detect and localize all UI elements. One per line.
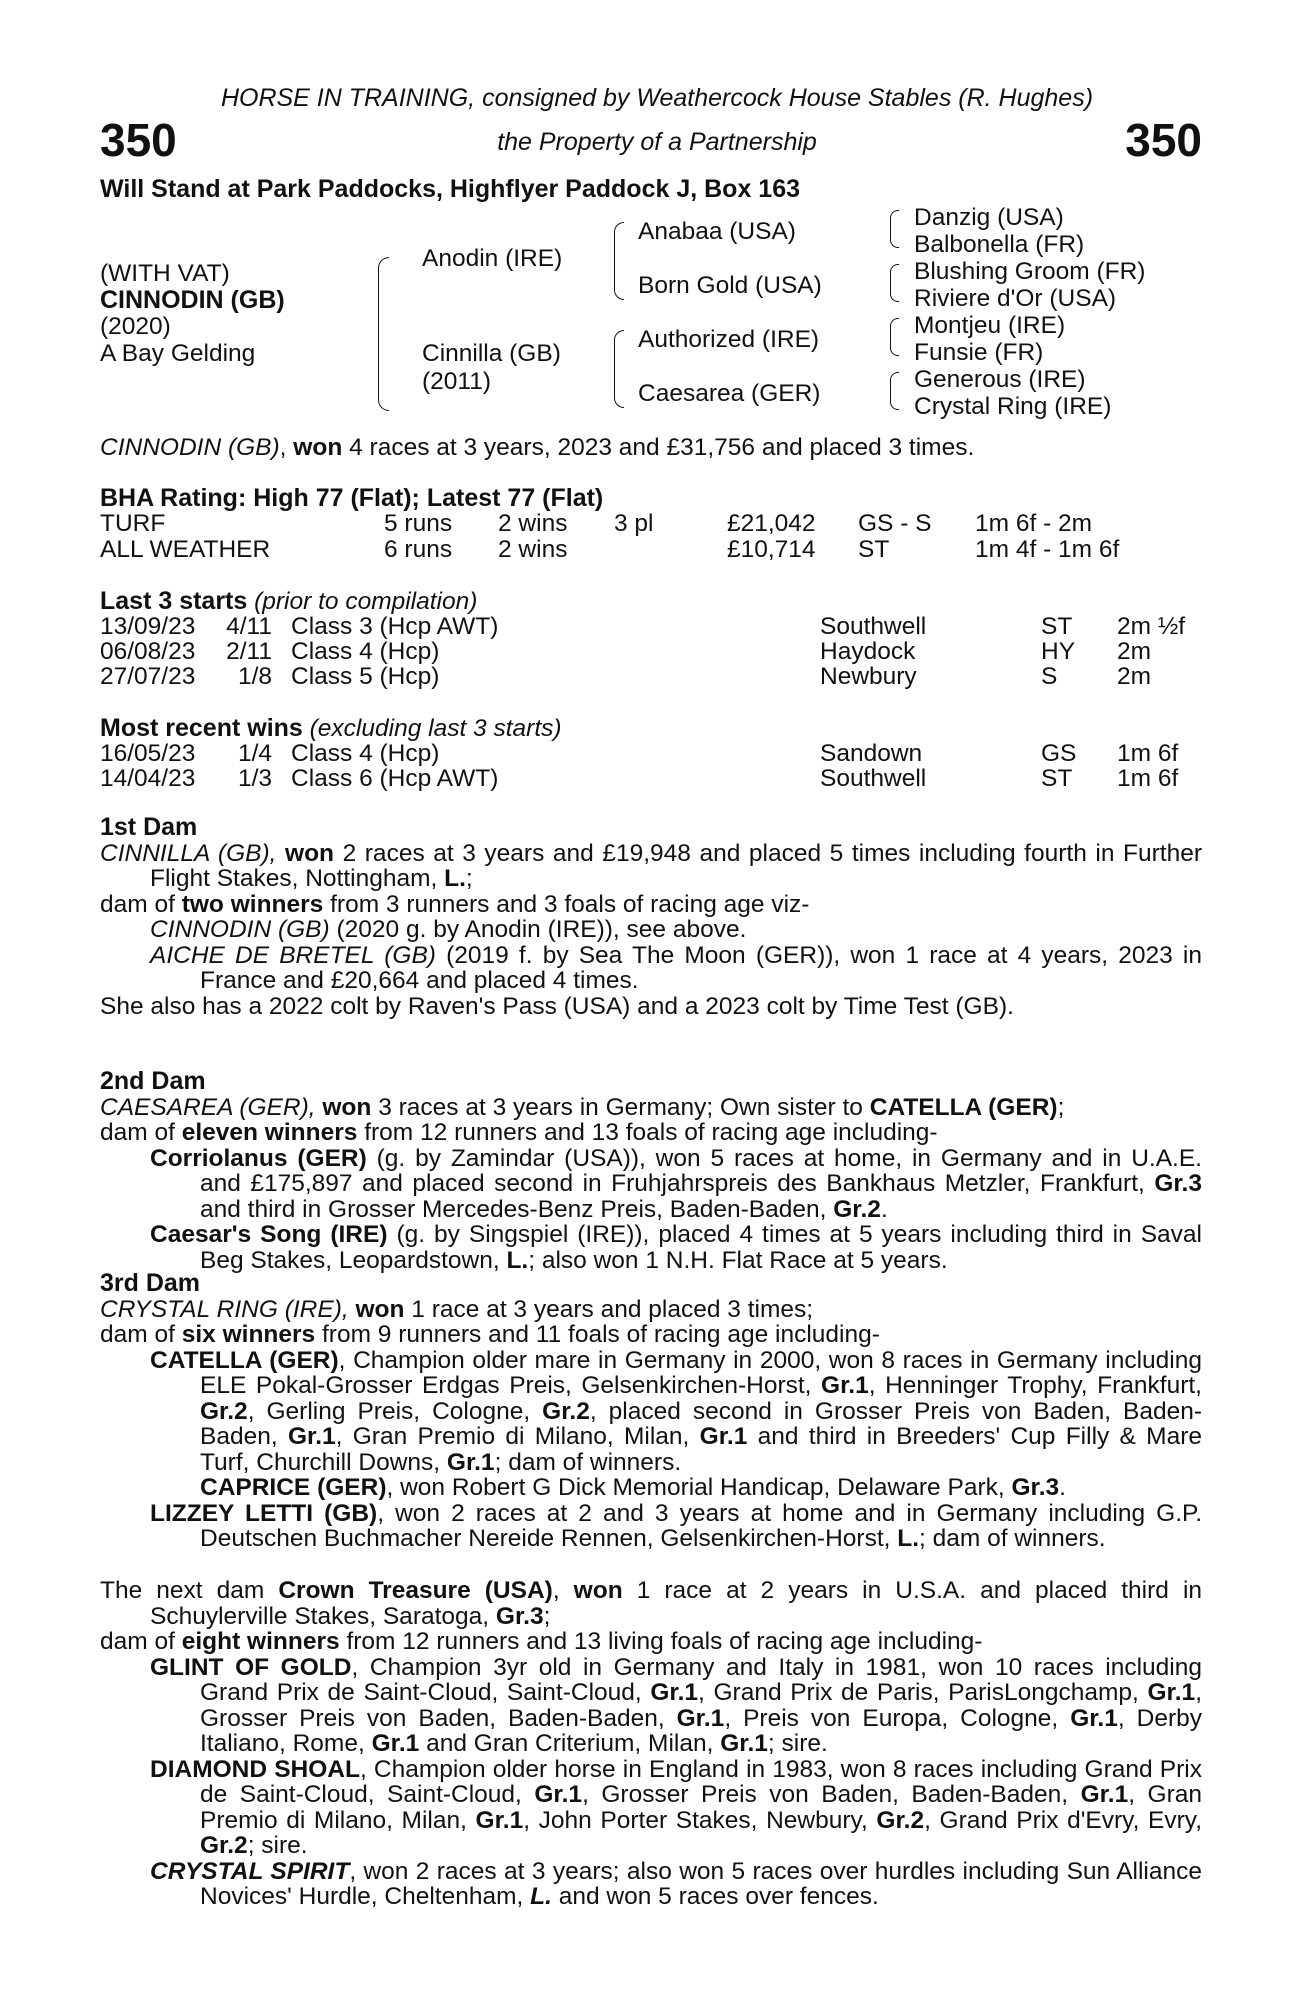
recent-position: 1/4 — [237, 740, 272, 767]
next-dam-damof: dam of — [100, 1628, 175, 1655]
first-dam-heading: 1st Dam — [100, 813, 198, 841]
recent-distance: 1m 6f — [1117, 765, 1179, 792]
second-dam-winners: eleven winners — [181, 1119, 358, 1146]
progeny-text: , Champion 3yr old in Germany and Italy in 1981, won 10 races including Grand Prix de Saint-Cloud, Saint-Cloud, — [200, 1653, 1202, 1706]
rating-wins: 2 wins — [498, 510, 568, 537]
next-dam-tail: ; — [543, 1602, 551, 1630]
rating-placed: 3 pl — [614, 510, 654, 537]
progeny-grade: Gr.1 — [371, 1730, 420, 1757]
progeny-text: (g. by Zamindar (USA)), won 5 races at home, in Germany and in U.A.E. and £175,897 and placed second in Fruhjahrspreis des Bankhaus Metzler, Frankfurt, — [200, 1144, 1202, 1197]
sire-sire: Anabaa (USA) — [638, 218, 796, 245]
progeny-text: , placed second in Grosser Preis von Baden, Baden-Baden, — [200, 1397, 1202, 1450]
sd-sire: Blushing Groom (FR) — [914, 258, 1146, 285]
progeny-grade: Gr.3 — [1154, 1170, 1202, 1197]
rating-distance: 1m 4f - 1m 6f — [975, 536, 1120, 563]
first-dam-progeny-1 — [100, 917, 1202, 943]
dam: Cinnilla (GB) — [422, 340, 561, 367]
first-dam-tail: ; — [465, 865, 473, 892]
progeny-grade: Gr.1 — [720, 1730, 768, 1757]
first-dam-winners: two winners — [181, 890, 324, 918]
next-dam-text: 1 race at 2 years in U.S.A. and placed third in Schuylerville Stakes, Saratoga, — [150, 1577, 1203, 1630]
first-dam-also: She also has a 2022 colt by Raven's Pass (USA) and a 2023 colt by Time Test (GB). — [100, 992, 1014, 1020]
progeny-text: . — [880, 1195, 888, 1223]
pedigree-brace-sire — [614, 222, 624, 300]
rating-money: £21,042 — [727, 510, 816, 537]
second-dam-progeny-2 — [100, 1222, 1202, 1273]
progeny-text: , Grosser Preis von Baden, Baden-Baden, — [582, 1781, 1069, 1808]
next-dam-intro: The next dam — [100, 1577, 265, 1604]
last3-position: 4/11 — [226, 613, 272, 640]
dam-year: (2011) — [422, 368, 492, 395]
rating-heading: BHA Rating: High 77 (Flat); Latest 77 (Flat) — [100, 484, 604, 512]
rating-money: £10,714 — [727, 536, 816, 563]
last3-course: Newbury — [820, 663, 917, 690]
sire-dam: Born Gold (USA) — [638, 272, 822, 299]
recent-going: ST — [1041, 765, 1073, 792]
progeny-text: , Henninger Trophy, Frankfurt, — [868, 1372, 1202, 1399]
rating-runs: 6 runs — [384, 536, 453, 563]
second-dam-progeny-1 — [100, 1146, 1202, 1223]
second-dam-text: 3 races at 3 years in Germany; Own sister to — [378, 1093, 863, 1121]
progeny-text: , Grand Prix de Paris, ParisLongchamp, — [698, 1679, 1139, 1706]
progeny-text: , Gran Premio di Milano, Milan, — [200, 1781, 1203, 1834]
progeny-name: CAPRICE (GER) — [200, 1474, 387, 1501]
progeny-text: ; sire. — [247, 1832, 308, 1859]
recent-heading — [100, 716, 562, 742]
last3-going: S — [1041, 663, 1058, 690]
summary-won: won — [293, 434, 343, 461]
last3-date: 06/08/23 — [100, 638, 196, 665]
dd-sire: Generous (IRE) — [914, 366, 1086, 393]
progeny-text: and Gran Criterium, Milan, — [426, 1730, 714, 1757]
dam-sire: Authorized (IRE) — [638, 326, 820, 353]
first-dam-section — [100, 815, 1202, 1019]
third-dam-record — [100, 1297, 1202, 1323]
last3-class: Class 3 (Hcp AWT) — [291, 613, 499, 640]
recent-date: 16/05/23 — [100, 740, 196, 767]
stand-location: Will Stand at Park Paddocks, Highflyer Paddock J, Box 163 — [100, 175, 800, 203]
brace-g3-3 — [890, 318, 899, 356]
last3-date: 13/09/23 — [100, 613, 196, 640]
second-dam-heading: 2nd Dam — [100, 1067, 206, 1095]
first-dam-progeny-2 — [100, 943, 1202, 994]
ds-dam: Funsie (FR) — [914, 339, 1044, 366]
progeny-text: , Grand Prix d'Evry, Evry, — [924, 1806, 1203, 1834]
progeny-text: , Gran Premio di Milano, Milan, — [335, 1423, 690, 1450]
first-dam-record — [100, 841, 1202, 892]
recent-position: 1/3 — [237, 765, 272, 792]
second-dam-tail: ; — [1057, 1093, 1065, 1121]
third-dam-text: 1 race at 3 years and placed 3 times; — [411, 1295, 814, 1323]
next-dam-progeny-3 — [100, 1859, 1202, 1910]
progeny-text: (g. by Singspiel (IRE)), placed 4 times at 5 years including third in Saval Beg Stakes, Leopardstown, — [200, 1221, 1202, 1274]
horse-year: (2020) — [100, 313, 171, 340]
lot-number-right: 350 — [1125, 114, 1202, 166]
third-dam-winners: six winners — [181, 1321, 316, 1348]
first-dam-grade: L. — [444, 865, 466, 892]
third-dam-progeny-2 — [100, 1501, 1202, 1552]
third-dam-text2: from 9 runners and 11 foals of racing age including- — [321, 1321, 880, 1348]
sire: Anodin (IRE) — [422, 245, 563, 272]
third-dam-progeny-1-sub — [100, 1475, 1202, 1501]
rating-wins: 2 wins — [498, 536, 568, 563]
last3-distance: 2m — [1117, 638, 1152, 665]
recent-course: Sandown — [820, 740, 923, 767]
ss-dam: Balbonella (FR) — [914, 231, 1085, 258]
progeny-text: ; sire. — [767, 1730, 828, 1757]
third-dam-section — [100, 1271, 1202, 1552]
summary-horse-name: CINNODIN (GB) — [100, 434, 280, 461]
progeny-text: ; dam of winners. — [494, 1448, 682, 1476]
progeny-name: CINNODIN (GB) — [150, 916, 330, 943]
progeny-grade: Gr.1 — [534, 1781, 583, 1808]
last3-title: Last 3 starts — [100, 587, 248, 615]
progeny-text: (2020 g. by Anodin (IRE)), see above. — [336, 916, 747, 943]
brace-g3-1 — [890, 210, 899, 248]
summary-text: 4 races at 3 years, 2023 and £31,756 and placed 3 times. — [349, 434, 975, 461]
progeny-name: CATELLA (GER) — [150, 1346, 339, 1374]
last3-position: 2/11 — [226, 638, 272, 665]
recent-class: Class 4 (Hcp) — [291, 740, 440, 767]
progeny-text: and third in Grosser Mercedes-Benz Preis, Baden-Baden, — [200, 1195, 827, 1223]
progeny-grade: Gr.1 — [446, 1448, 495, 1476]
last3-course: Haydock — [820, 638, 916, 665]
next-dam-grade: Gr.3 — [495, 1602, 544, 1630]
progeny-text: , Grosser Preis von Baden, Baden-Baden, — [200, 1679, 1202, 1732]
recent-title: Most recent wins — [100, 714, 303, 742]
next-dam-won: won — [573, 1577, 623, 1604]
pedigree-brace-main — [378, 257, 389, 411]
progeny-grade: Gr.1 — [475, 1806, 524, 1834]
rating-surface: TURF — [100, 510, 166, 537]
recent-subtitle: (excluding last 3 starts) — [309, 715, 562, 742]
third-dam-name: CRYSTAL RING (IRE), — [100, 1295, 349, 1323]
progeny-text: , Champion older horse in England in 1983, won 8 races including Grand Prix de Saint-Cloud, Saint-Cloud, — [200, 1755, 1202, 1808]
second-dam-text2: from 12 runners and 13 foals of racing age including- — [364, 1119, 938, 1146]
progeny-name: AICHE DE BRETEL (GB) — [150, 941, 436, 969]
brace-g3-4 — [890, 372, 899, 410]
rating-going: GS - S — [858, 510, 932, 537]
last3-heading — [100, 589, 477, 615]
next-dam-progeny-1 — [100, 1655, 1202, 1757]
progeny-grade: Gr.2 — [200, 1397, 248, 1425]
recent-class: Class 6 (Hcp AWT) — [291, 765, 499, 792]
ds-sire: Montjeu (IRE) — [914, 312, 1066, 339]
vat-note: (WITH VAT) — [100, 260, 230, 287]
last3-class: Class 4 (Hcp) — [291, 638, 440, 665]
third-dam-damof: dam of — [100, 1321, 175, 1348]
third-dam-heading: 3rd Dam — [100, 1269, 201, 1297]
progeny-name: Corriolanus (GER) — [150, 1144, 367, 1172]
progeny-grade: Gr.2 — [876, 1806, 925, 1834]
progeny-text: , Derby Italiano, Rome, — [200, 1704, 1203, 1757]
last3-position: 1/8 — [237, 663, 272, 690]
last3-distance: 2m — [1117, 663, 1152, 690]
first-dam-damof: dam of — [100, 890, 175, 918]
next-dam-produce — [100, 1629, 1202, 1655]
dd-dam: Crystal Ring (IRE) — [914, 393, 1112, 420]
progeny-text: , Gerling Preis, Cologne, — [247, 1397, 531, 1425]
progeny-grade: Gr.3 — [1011, 1474, 1060, 1501]
second-dam-sister: CATELLA (GER) — [869, 1093, 1058, 1121]
recent-distance: 1m 6f — [1117, 740, 1179, 767]
ss-sire: Danzig (USA) — [914, 204, 1064, 231]
third-dam-won: won — [355, 1295, 405, 1323]
first-dam-name: CINNILLA (GB), — [100, 839, 277, 867]
progeny-grade: Gr.1 — [1147, 1679, 1196, 1706]
next-dam-progeny-2 — [100, 1757, 1202, 1859]
progeny-grade: L. — [506, 1246, 529, 1274]
brace-g3-2 — [890, 264, 899, 302]
progeny-name: LIZZEY LETTI (GB) — [150, 1499, 378, 1527]
progeny-text: and won 5 races over fences. — [558, 1883, 879, 1910]
recent-course: Southwell — [820, 765, 927, 792]
next-dam-comma: , — [552, 1577, 560, 1604]
rating-runs: 5 runs — [384, 510, 453, 537]
rating-distance: 1m 6f - 2m — [975, 510, 1093, 537]
next-dam-winners: eight winners — [181, 1628, 340, 1655]
progeny-grade: Gr.1 — [699, 1423, 748, 1450]
sd-dam: Riviere d'Or (USA) — [914, 285, 1117, 312]
progeny-name: CRYSTAL SPIRIT — [150, 1857, 350, 1885]
recent-date: 14/04/23 — [100, 765, 196, 792]
progeny-text: , Preis von Europa, Cologne, — [724, 1704, 1059, 1732]
progeny-grade: L. — [897, 1525, 920, 1552]
last3-subtitle: (prior to compilation) — [254, 588, 478, 615]
progeny-grade: Gr.1 — [1070, 1704, 1118, 1732]
progeny-text: (2019 f. by Sea The Moon (GER)), won 1 race at 4 years, 2023 in France and £20,664 and placed 4 times. — [200, 941, 1202, 994]
last3-going: HY — [1041, 638, 1076, 665]
third-dam-produce — [100, 1322, 1202, 1348]
progeny-text: , won Robert G Dick Memorial Handicap, Delaware Park, — [386, 1474, 1005, 1501]
rating-surface: ALL WEATHER — [100, 536, 271, 563]
pedigree-brace-dam — [614, 330, 624, 408]
last3-date: 27/07/23 — [100, 663, 196, 690]
first-dam-produce — [100, 892, 1202, 918]
second-dam-produce — [100, 1120, 1202, 1146]
rating-going: ST — [858, 536, 890, 563]
progeny-grade: Gr.1 — [287, 1423, 336, 1450]
dam-dam: Caesarea (GER) — [638, 380, 821, 407]
progeny-text: ; dam of winners. — [919, 1525, 1106, 1552]
lot-number-left: 350 — [100, 114, 177, 166]
last3-class: Class 5 (Hcp) — [291, 663, 440, 690]
progeny-grade: Gr.1 — [650, 1679, 699, 1706]
last3-distance: 2m ½f — [1117, 613, 1186, 640]
progeny-grade: Gr.2 — [542, 1397, 590, 1425]
consignor-line: HORSE IN TRAINING, consigned by Weathercock House Stables (R. Hughes) — [220, 84, 1094, 112]
last3-going: ST — [1041, 613, 1073, 640]
progeny-text: and third in Breeders' Cup Filly & Mare Turf, Churchill Downs, — [200, 1423, 1202, 1476]
progeny-grade: Gr.1 — [821, 1372, 869, 1399]
horse-name: CINNODIN (GB) — [100, 286, 285, 314]
first-dam-won: won — [285, 839, 335, 867]
progeny-text: , Champion older mare in Germany in 2000, won 8 races in Germany including ELE Pokal-Grosser Erdgas Preis, Gelsenkirchen-Horst, — [200, 1346, 1202, 1399]
next-dam-text2: from 12 runners and 13 living foals of racing age including- — [346, 1628, 983, 1655]
progeny-text: , John Porter Stakes, Newbury, — [523, 1806, 868, 1834]
progeny-name: DIAMOND SHOAL — [150, 1755, 360, 1783]
property-line: the Property of a Partnership — [497, 128, 817, 156]
progeny-grade: Gr.1 — [676, 1704, 725, 1732]
progeny-grade: L. — [530, 1883, 552, 1910]
next-dam-section — [100, 1578, 1202, 1910]
second-dam-damof: dam of — [100, 1119, 175, 1146]
progeny-text: ; also won 1 N.H. Flat Race at 5 years. — [528, 1246, 948, 1274]
last3-course: Southwell — [820, 613, 927, 640]
second-dam-section — [100, 1069, 1202, 1273]
second-dam-record — [100, 1095, 1202, 1121]
second-dam-name: CAESAREA (GER), — [100, 1093, 316, 1121]
recent-going: GS — [1041, 740, 1077, 767]
progeny-grade: Gr.2 — [200, 1832, 248, 1859]
first-dam-text2: from 3 runners and 3 foals of racing age viz- — [330, 890, 810, 918]
progeny-name: Caesar's Song (IRE) — [150, 1221, 388, 1248]
race-summary: CINNODIN (GB), won 4 races at 3 years, 2023 and £31,756 and placed 3 times. — [100, 434, 975, 461]
horse-description: A Bay Gelding — [100, 340, 256, 367]
progeny-text: , won 2 races at 3 years; also won 5 races over hurdles including Sun Alliance Novices' Hurdle, Cheltenham, — [200, 1857, 1202, 1910]
progeny-text: . — [1059, 1474, 1066, 1501]
second-dam-won: won — [322, 1093, 372, 1121]
progeny-text: , won 2 races at 2 and 3 years at home and in Germany including G.P. Deutschen Buchmacher Nereide Rennen, Gelsenkirchen-Horst, — [200, 1499, 1202, 1552]
progeny-grade: Gr.2 — [833, 1195, 881, 1223]
progeny-name: GLINT OF GOLD — [150, 1653, 352, 1681]
first-dam-text: 2 races at 3 years and £19,948 and placed 5 times including fourth in Further Flight Stakes, Nottingham, — [150, 839, 1202, 892]
third-dam-progeny-1 — [100, 1348, 1202, 1476]
progeny-grade: Gr.1 — [1080, 1781, 1129, 1808]
next-dam-name: Crown Treasure (USA) — [278, 1577, 553, 1604]
next-dam-record — [100, 1578, 1202, 1629]
